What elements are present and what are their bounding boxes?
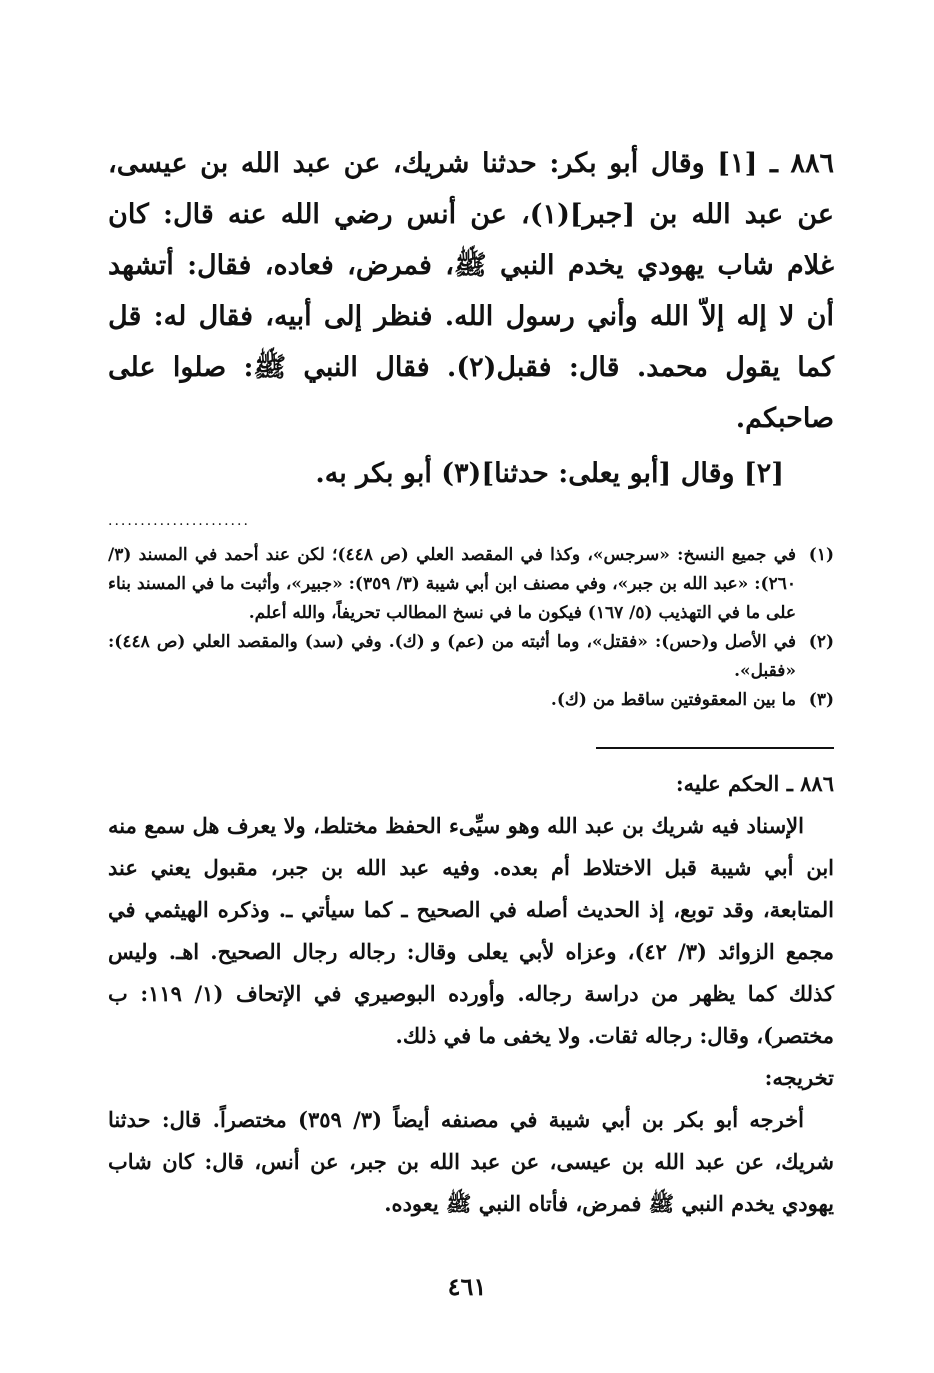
page-content: [108, 138, 834, 1225]
hadith-paragraph-1: ٨٨٦ ـ [١] وقال أبو بكر: حدثنا شريك، عن عبد الله بن عيسى، عن عبد الله بن [جبر](١)، عن أنس رضي الله عنه قال: كان غلام شاب يهودي يخدم النبي ﷺ، فمرض، فعاده، فقال: أتشهد أن لا إله إلاّ الله وأني رسول الله. فنظر إلى أبيه، فقال له: قل كما يقول محمد. قال: فقبل(٢). فقال النبي ﷺ: صلوا على صاحبكم.: [108, 148, 834, 434]
footnote-number: (٢): [808, 632, 834, 652]
section-divider: [596, 747, 834, 749]
footnote-text: ما بين المعقوفتين ساقط من (ك).: [550, 690, 796, 710]
page-number: ٤٦١: [447, 1272, 487, 1301]
footnote-text: في جميع النسخ: «سرجس»، وكذا في المقصد العلي (ص ٤٤٨)؛ لكن عند أحمد في المسند (٣/ ٢٦٠): «عبد الله بن جبر»، وفي مصنف ابن أبي شيبة (٣/ ٣٥٩): «جبير»، وأثبت ما في المسند بناء على ما في التهذيب (٥/ ١٦٧) فيكون ما في نسخ المطالب تحريفاً، والله أعلم.: [108, 545, 797, 623]
commentary: [108, 763, 834, 1225]
footnotes: [108, 541, 834, 715]
hadith-paragraph-2: [٢] وقال [أبو يعلى: حدثنا](٣) أبو بكر به.: [315, 458, 784, 489]
footnote-item: [108, 628, 834, 686]
footnote-number: (٣): [808, 690, 834, 710]
ruling-heading: ٨٨٦ ـ الحكم عليه:: [675, 771, 834, 796]
footnote-separator: ......................: [108, 513, 250, 529]
footnote-number: (١): [808, 545, 834, 565]
takhrij-text: أخرجه أبو بكر بن أبي شيبة في مصنفه أيضاً (٣/ ٣٥٩) مختصراً. قال: حدثنا شريك، عن عبد الله بن عيسى، عن عبد الله بن جبر، عن أنس، قال: كان شاب يهودي يخدم النبي ﷺ فمرض، فأتاه النبي ﷺ يعوده.: [108, 1107, 834, 1216]
footnote-item: [108, 541, 834, 628]
hadith-text: [108, 138, 834, 499]
takhrij-heading: تخريجه:: [764, 1065, 834, 1090]
footnote-text: في الأصل و(حس): «فقتل»، وما أثبته من (عم) و (ك). وفي (سد) والمقصد العلي (ص ٤٤٨): «فقبل».: [108, 632, 796, 681]
footnote-item: [108, 686, 834, 715]
ruling-text: الإسناد فيه شريك بن عبد الله وهو سيِّىء الحفظ مختلط، ولا يعرف هل سمع منه ابن أبي شيبة قبل الاختلاط أم بعده. وفيه عبد الله بن جبر، مقبول يعني عند المتابعة، وقد توبع، إذ الحديث أصله في الصحيح ـ كما سيأتي ـ. وذكره الهيثمي في مجمع الزوائد (٣/ ٤٢)، وعزاه لأبي يعلى وقال: رجاله رجال الصحيح. اهـ. وليس كذلك كما يظهر من دراسة رجاله. وأورده البوصيري في الإتحاف (١/ ١١٩: ب مختصر)، وقال: رجاله ثقات. ولا يخفى ما في ذلك.: [108, 813, 835, 1048]
